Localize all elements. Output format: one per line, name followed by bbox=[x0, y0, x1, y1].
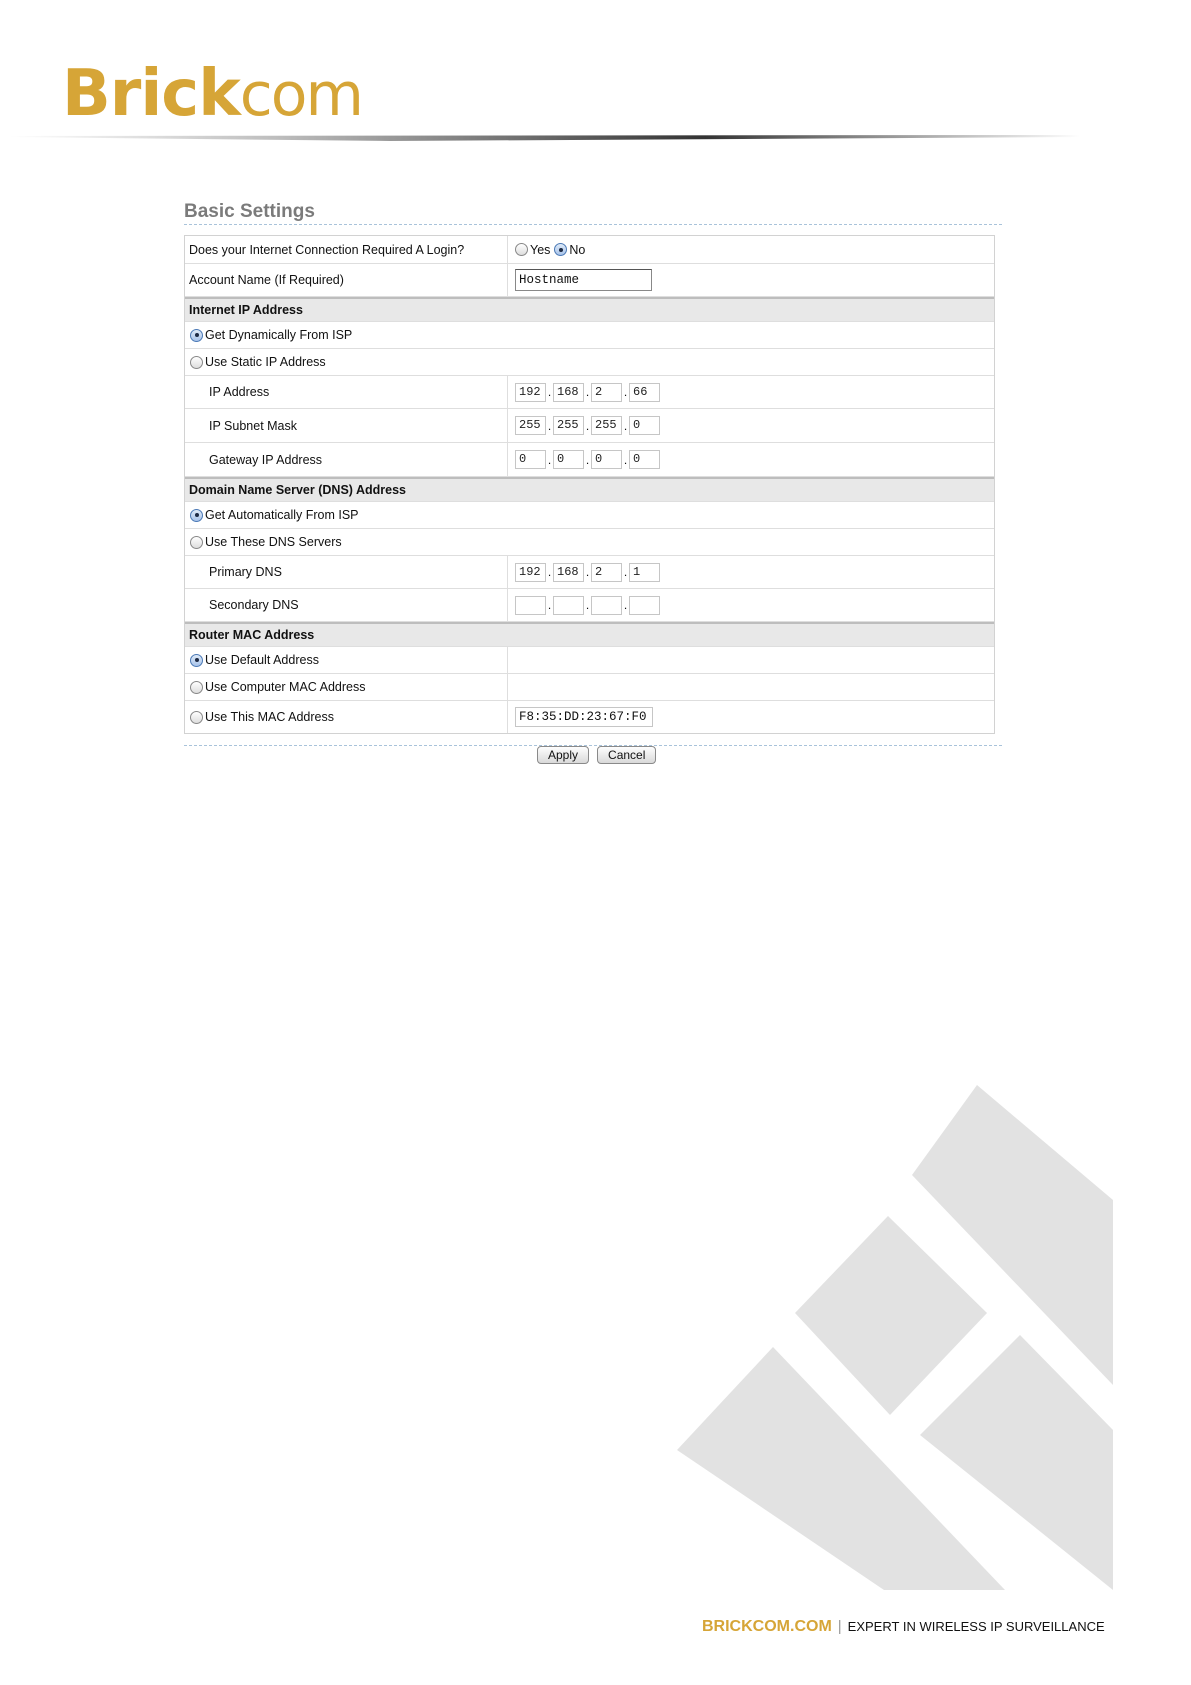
ip-octet-3[interactable]: 2 bbox=[591, 383, 622, 402]
login-yes-radio[interactable] bbox=[515, 243, 528, 256]
internet-ip-header bbox=[185, 297, 994, 322]
login-no-radio[interactable] bbox=[554, 243, 567, 256]
mac-this-radio[interactable] bbox=[190, 711, 203, 724]
subnet-mask-label: IP Subnet Mask bbox=[209, 418, 298, 433]
ip-address-label: IP Address bbox=[209, 385, 270, 399]
ip-octet-1[interactable]: 192 bbox=[515, 383, 546, 402]
dns-header bbox=[185, 477, 994, 502]
logo-brick-text: Brick bbox=[62, 57, 240, 131]
footer-site: BRICKCOM.COM bbox=[702, 1618, 832, 1635]
sdns-octet-1[interactable] bbox=[515, 596, 546, 615]
gateway-row: Gateway IP Address 0 . 0 . 0 . 0 bbox=[185, 443, 994, 477]
dns-auto-label: Get Automatically From ISP bbox=[205, 508, 359, 522]
login-yes-label: Yes bbox=[530, 242, 551, 257]
gateway-octet-2[interactable]: 0 bbox=[553, 450, 584, 469]
mac-header-label: Router MAC Address bbox=[189, 628, 315, 642]
mac-default-row bbox=[185, 647, 994, 674]
dns-manual-label: Use These DNS Servers bbox=[205, 535, 342, 549]
pdns-octet-4[interactable]: 1 bbox=[629, 563, 660, 582]
subnet-mask-row: IP Subnet Mask 255 . 255 . 255 . 0 bbox=[185, 409, 994, 443]
mask-octet-3[interactable]: 255 bbox=[591, 416, 622, 435]
top-dashed-divider bbox=[184, 224, 1002, 225]
brickcom-logo bbox=[62, 57, 362, 131]
pdns-octet-1[interactable]: 192 bbox=[515, 563, 546, 582]
mask-octet-2[interactable]: 255 bbox=[553, 416, 584, 435]
dns-header-label: Domain Name Server (DNS) Address bbox=[189, 483, 406, 497]
gateway-label: Gateway IP Address bbox=[209, 452, 323, 467]
pdns-octet-2[interactable]: 168 bbox=[553, 563, 584, 582]
mac-this-label: Use This MAC Address bbox=[205, 710, 334, 724]
mac-header bbox=[185, 622, 994, 647]
dns-manual-radio[interactable] bbox=[190, 536, 203, 549]
primary-dns-row: Primary DNS 192 . 168 . 2 . 1 bbox=[185, 556, 994, 589]
mac-computer-row bbox=[185, 674, 994, 701]
footer bbox=[702, 1618, 1105, 1636]
apply-button[interactable]: Apply bbox=[537, 746, 589, 764]
dns-auto-radio[interactable] bbox=[190, 509, 203, 522]
dynamic-ip-label: Get Dynamically From ISP bbox=[205, 328, 353, 342]
basic-settings-panel bbox=[184, 200, 1002, 746]
mac-address-input[interactable]: F8:35:DD:23:67:F0 bbox=[515, 707, 653, 727]
internet-ip-header-label: Internet IP Address bbox=[189, 303, 303, 317]
login-no-label: No bbox=[569, 242, 586, 257]
secondary-dns-label: Secondary DNS bbox=[209, 598, 299, 612]
login-question: Does your Internet Connection Required A Login? bbox=[189, 242, 465, 257]
mac-this-row bbox=[185, 701, 994, 733]
logo-com-text: com bbox=[239, 60, 362, 130]
secondary-dns-row: Secondary DNS . . . bbox=[185, 589, 994, 622]
header-divider bbox=[10, 134, 1080, 142]
ip-octet-2[interactable]: 168 bbox=[553, 383, 584, 402]
static-ip-label: Use Static IP Address bbox=[205, 355, 326, 369]
form-buttons bbox=[537, 746, 656, 764]
primary-dns-label: Primary DNS bbox=[209, 565, 282, 579]
settings-table bbox=[184, 235, 995, 734]
dns-auto-row bbox=[185, 502, 994, 529]
account-label: Account Name (If Required) bbox=[189, 273, 344, 287]
gateway-octet-1[interactable]: 0 bbox=[515, 450, 546, 469]
mac-computer-radio[interactable] bbox=[190, 681, 203, 694]
dynamic-ip-radio[interactable] bbox=[190, 329, 203, 342]
mac-computer-label: Use Computer MAC Address bbox=[205, 680, 366, 694]
ip-address-row: IP Address 192 . 168 . 2 . 66 bbox=[185, 376, 994, 409]
sdns-octet-3[interactable] bbox=[591, 596, 622, 615]
sdns-octet-2[interactable] bbox=[553, 596, 584, 615]
gateway-octet-3[interactable]: 0 bbox=[591, 450, 622, 469]
mask-octet-4[interactable]: 0 bbox=[629, 416, 660, 435]
cancel-button[interactable]: Cancel bbox=[597, 746, 656, 764]
static-ip-row bbox=[185, 349, 994, 376]
sdns-octet-4[interactable] bbox=[629, 596, 660, 615]
ip-octet-4[interactable]: 66 bbox=[629, 383, 660, 402]
mac-default-radio[interactable] bbox=[190, 654, 203, 667]
dynamic-ip-row bbox=[185, 322, 994, 349]
mac-default-label: Use Default Address bbox=[205, 653, 319, 667]
gateway-octet-4[interactable]: 0 bbox=[629, 450, 660, 469]
account-name-input[interactable]: Hostname bbox=[515, 269, 652, 291]
dns-manual-row bbox=[185, 529, 994, 556]
mask-octet-1[interactable]: 255 bbox=[515, 416, 546, 435]
footer-tagline: EXPERT IN WIRELESS IP SURVEILLANCE bbox=[847, 1619, 1105, 1634]
section-title: Basic Settings bbox=[184, 201, 315, 222]
footer-separator: | bbox=[837, 1618, 842, 1635]
static-ip-radio[interactable] bbox=[190, 356, 203, 369]
login-row bbox=[185, 236, 994, 264]
pdns-octet-3[interactable]: 2 bbox=[591, 563, 622, 582]
account-row bbox=[185, 264, 994, 297]
